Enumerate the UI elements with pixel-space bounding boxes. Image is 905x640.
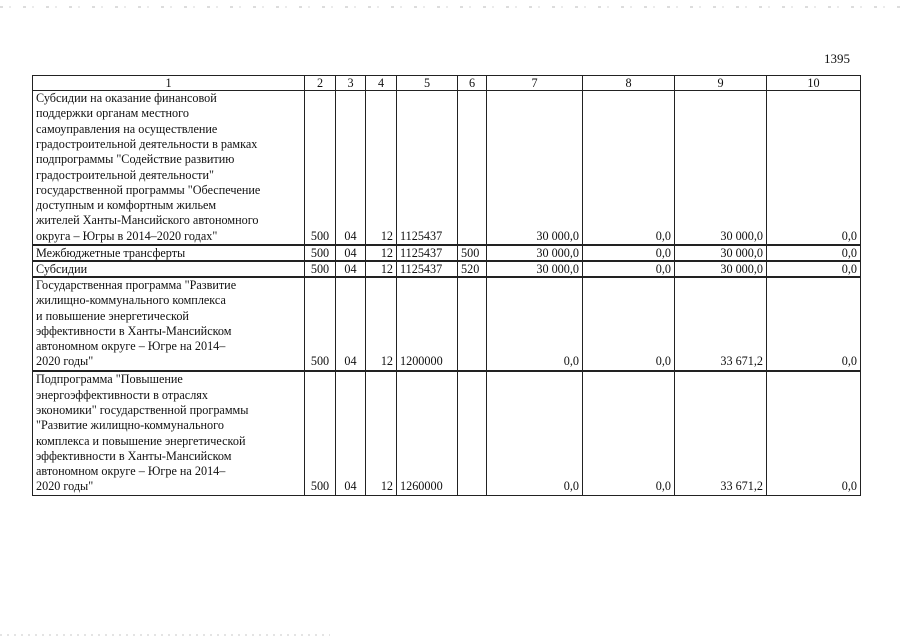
scan-artifact-top <box>0 6 905 8</box>
cell-col8: 0,0 <box>583 261 675 277</box>
header-cell: 9 <box>675 76 767 91</box>
cell-col7: 30 000,0 <box>487 91 583 246</box>
scan-artifact-bottom <box>0 634 330 636</box>
header-cell: 10 <box>767 76 861 91</box>
cell-col9: 30 000,0 <box>675 261 767 277</box>
cell-col8: 0,0 <box>583 277 675 371</box>
table-row <box>33 277 861 371</box>
row-name: Межбюджетные трансферты <box>33 245 305 261</box>
cell-col5: 1260000 <box>397 371 458 496</box>
cell-col7: 0,0 <box>487 277 583 371</box>
row-name: Субсидии <box>33 261 305 277</box>
header-row <box>33 76 861 91</box>
header-cell: 3 <box>336 76 366 91</box>
cell-col8: 0,0 <box>583 245 675 261</box>
header-cell: 4 <box>366 76 397 91</box>
cell-col9: 33 671,2 <box>675 371 767 496</box>
cell-col3: 04 <box>336 261 366 277</box>
table-row <box>33 91 861 246</box>
table-row <box>33 371 861 496</box>
budget-table <box>32 75 861 496</box>
header-cell: 5 <box>397 76 458 91</box>
cell-col6 <box>458 371 487 496</box>
cell-col4: 12 <box>366 371 397 496</box>
cell-col10: 0,0 <box>767 245 861 261</box>
table-row <box>33 245 861 261</box>
cell-col4: 12 <box>366 277 397 371</box>
cell-col3: 04 <box>336 277 366 371</box>
cell-col2: 500 <box>305 261 336 277</box>
page-number: 1395 <box>824 51 850 66</box>
cell-col5: 1125437 <box>397 245 458 261</box>
cell-col10: 0,0 <box>767 277 861 371</box>
cell-col7: 0,0 <box>487 371 583 496</box>
cell-col9: 30 000,0 <box>675 245 767 261</box>
cell-col6: 500 <box>458 245 487 261</box>
cell-col5: 1200000 <box>397 277 458 371</box>
cell-col4: 12 <box>366 245 397 261</box>
header-cell: 6 <box>458 76 487 91</box>
header-cell: 8 <box>583 76 675 91</box>
cell-col7: 30 000,0 <box>487 245 583 261</box>
cell-col4: 12 <box>366 261 397 277</box>
cell-col9: 33 671,2 <box>675 277 767 371</box>
cell-col8: 0,0 <box>583 371 675 496</box>
cell-col8: 0,0 <box>583 91 675 246</box>
cell-col6: 520 <box>458 261 487 277</box>
cell-col4: 12 <box>366 91 397 246</box>
cell-col9: 30 000,0 <box>675 91 767 246</box>
cell-col3: 04 <box>336 245 366 261</box>
header-cell: 2 <box>305 76 336 91</box>
cell-col2: 500 <box>305 91 336 246</box>
cell-col2: 500 <box>305 245 336 261</box>
cell-col2: 500 <box>305 277 336 371</box>
cell-col3: 04 <box>336 371 366 496</box>
cell-col6 <box>458 277 487 371</box>
header-cell: 1 <box>33 76 305 91</box>
header-cell: 7 <box>487 76 583 91</box>
row-name: Субсидии на оказание финансовой поддержки органам местного самоуправления на осуществление градостроительной деятельности в рамках подпрограммы "Содействие развитию градостроительной деятельности" государственной программы "Обеспечение доступным и комфортным жильем жителей Ханты-Мансийского автономного округа – Югры в 2014–2020 годах" <box>33 91 305 246</box>
cell-col3: 04 <box>336 91 366 246</box>
cell-col7: 30 000,0 <box>487 261 583 277</box>
table-row <box>33 261 861 277</box>
cell-col5: 1125437 <box>397 261 458 277</box>
cell-col6 <box>458 91 487 246</box>
cell-col10: 0,0 <box>767 91 861 246</box>
cell-col2: 500 <box>305 371 336 496</box>
cell-col10: 0,0 <box>767 371 861 496</box>
cell-col5: 1125437 <box>397 91 458 246</box>
row-name: Государственная программа "Развитие жилищно-коммунального комплекса и повышение энергетической эффективности в Ханты-Мансийском автономном округе – Югре на 2014– 2020 годы" <box>33 277 305 371</box>
row-name: Подпрограмма "Повышение энергоэффективности в отраслях экономики" государственной программы "Развитие жилищно-коммунального комплекса и повышение энергетической эффективности в Ханты-Мансийском автономном округе – Югре на 2014– 2020 годы" <box>33 371 305 496</box>
cell-col10: 0,0 <box>767 261 861 277</box>
